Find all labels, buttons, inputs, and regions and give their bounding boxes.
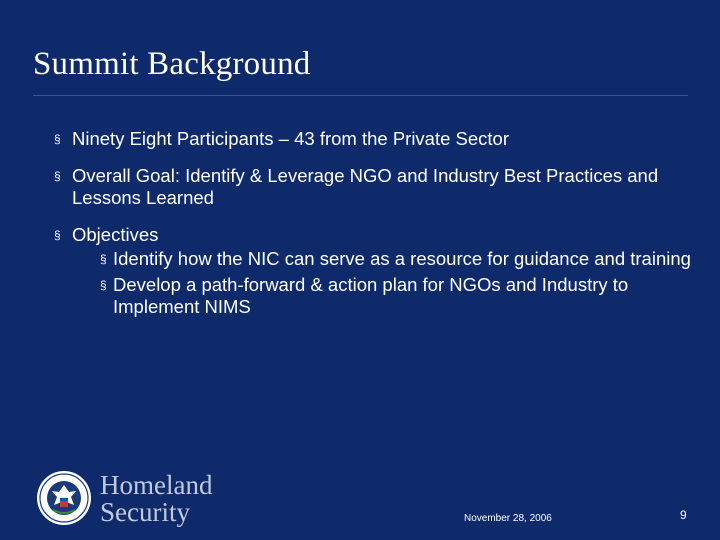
sub-bullet-item xyxy=(86,248,704,270)
bullet-item xyxy=(54,165,704,209)
page-number: 9 xyxy=(680,508,687,522)
homeland-security-logo xyxy=(100,472,212,526)
bullet-marker: § xyxy=(54,132,61,146)
bullet-list xyxy=(54,128,704,333)
sub-bullet-text: Develop a path-forward & action plan for NGOs and Industry to Implement NIMS xyxy=(113,274,629,317)
bullet-text: Objectives xyxy=(72,224,159,245)
bullet-marker: § xyxy=(100,252,107,266)
sub-bullet-item xyxy=(86,274,704,318)
bullet-text: Ninety Eight Participants – 43 from the Private Sector xyxy=(72,128,510,149)
logo-line-homeland: Homeland xyxy=(100,470,213,500)
bullet-item xyxy=(54,224,704,318)
dhs-seal-icon xyxy=(36,470,92,526)
logo-line-security: Security xyxy=(100,497,190,527)
bullet-marker: § xyxy=(54,169,61,183)
title-divider xyxy=(33,95,688,96)
bullet-marker: § xyxy=(54,228,61,242)
sub-bullet-list xyxy=(72,248,704,318)
bullet-text: Overall Goal: Identify & Leverage NGO and Industry Best Practices and Lessons Learned xyxy=(72,165,659,208)
slide-title: Summit Background xyxy=(33,46,311,82)
footer-date: November 28, 2006 xyxy=(464,513,552,524)
sub-bullet-text: Identify how the NIC can serve as a resource for guidance and training xyxy=(113,248,691,269)
bullet-marker: § xyxy=(100,278,107,292)
bullet-item xyxy=(54,128,704,150)
